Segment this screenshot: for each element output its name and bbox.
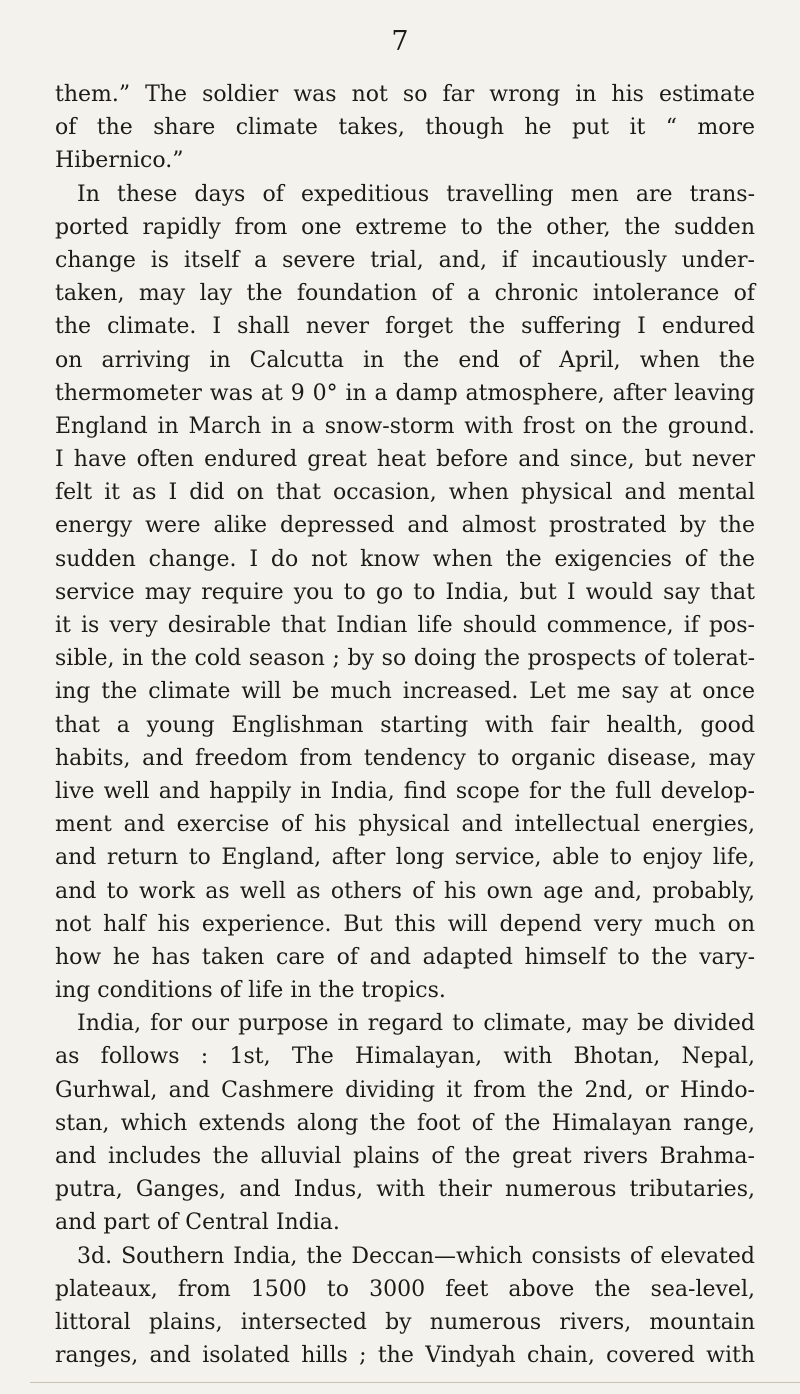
- text-line: service may require you to go to India, but I would say that: [55, 579, 755, 605]
- text-line: ing the climate will be much increased. Let me say at once: [55, 679, 755, 705]
- text-line: the climate. I shall never forget the suffering I endured: [55, 314, 755, 340]
- text-line: on arriving in Calcutta in the end of April, when the: [55, 347, 755, 373]
- text-line: as follows : 1st, The Himalayan, with Bhotan, Nepal,: [55, 1044, 755, 1070]
- text-line: littoral plains, intersected by numerous rivers, mountain: [55, 1309, 755, 1335]
- text-line: ranges, and isolated hills ; the Vindyah chain, covered with: [55, 1343, 755, 1369]
- text-line: habits, and freedom from tendency to organic disease, may: [55, 745, 755, 771]
- text-line: ment and exercise of his physical and intellectual energies,: [55, 812, 755, 838]
- text-line: and to work as well as others of his own age and, probably,: [55, 878, 755, 904]
- text-line: energy were alike depressed and almost prostrated by the: [55, 513, 755, 539]
- text-line: them.” The soldier was not so far wrong in his estimate: [55, 82, 755, 107]
- text-line: putra, Ganges, and Indus, with their numerous tributaries,: [55, 1177, 755, 1203]
- text-line: and includes the alluvial plains of the great rivers Brahma-: [55, 1144, 755, 1169]
- text-line: England in March in a snow-storm with frost on the ground.: [55, 413, 755, 439]
- text-line: sible, in the cold season ; by so doing the prospects of tolerat-: [55, 646, 755, 672]
- text-line: how he has taken care of and adapted himself to the vary-: [55, 944, 755, 970]
- text-line: ported rapidly from one extreme to the other, the sudden: [55, 214, 755, 240]
- text-line: and part of Central India.: [55, 1210, 340, 1236]
- text-line: I have often endured great heat before and since, but never: [55, 447, 755, 473]
- text-line: Gurhwal, and Cashmere dividing it from the 2nd, or Hindo-: [55, 1077, 755, 1103]
- text-line: and return to England, after long service, able to enjoy life,: [55, 845, 755, 871]
- text-line: plateaux, from 1500 to 3000 feet above the sea-level,: [55, 1276, 755, 1302]
- text-line: of the share climate takes, though he put it “ more: [55, 115, 755, 141]
- body-text: [55, 78, 755, 1372]
- text-line: sudden change. I do not know when the exigencies of the: [55, 546, 755, 572]
- page-edge-line: [30, 1382, 800, 1383]
- text-line: 3d. Southern India, the Deccan—which consists of elevated: [77, 1243, 755, 1269]
- text-line: that a young Englishman starting with fair health, good: [55, 712, 755, 738]
- text-line: it is very desirable that Indian life should commence, if pos-: [55, 613, 755, 638]
- page-number: 7: [391, 26, 409, 57]
- text-line: felt it as I did on that occasion, when physical and mental: [55, 480, 755, 506]
- text-line: not half his experience. But this will depend very much on: [55, 911, 755, 937]
- text-line: India, for our purpose in regard to climate, may be divided: [77, 1011, 755, 1037]
- text-line: live well and happily in India, find scope for the full develop-: [55, 778, 755, 804]
- text-line: change is itself a severe trial, and, if incautiously under-: [55, 247, 755, 273]
- text-line: thermometer was at 9 0° in a damp atmosphere, after leaving: [55, 380, 755, 406]
- text-line: In these days of expeditious travelling men are trans-: [77, 181, 755, 207]
- text-line: taken, may lay the foundation of a chronic intolerance of: [55, 281, 755, 307]
- text-line: Hibernico.”: [55, 148, 184, 174]
- text-line: ing conditions of life in the tropics.: [55, 978, 446, 1004]
- text-line: stan, which extends along the foot of the Himalayan range,: [55, 1110, 755, 1136]
